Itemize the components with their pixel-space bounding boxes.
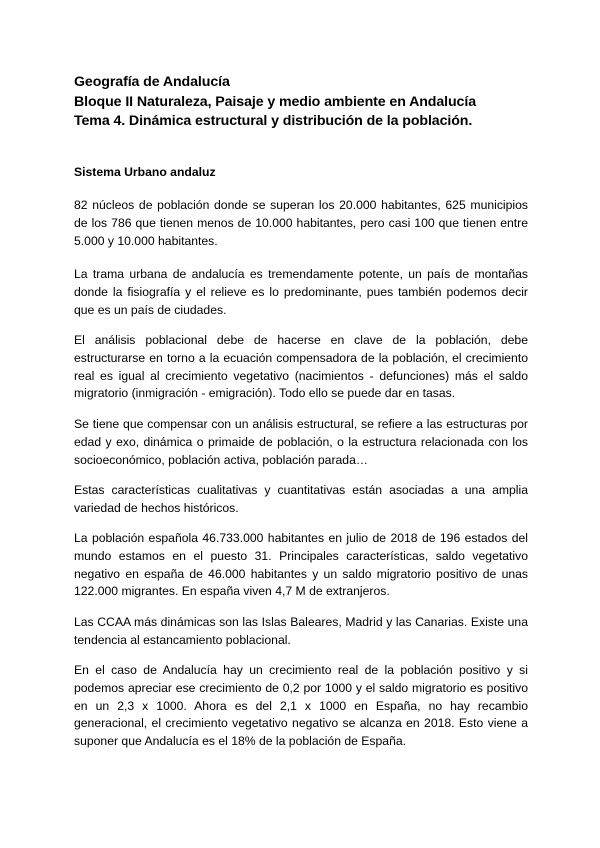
block-title: Bloque II Naturaleza, Paisaje y medio ambiente en Andalucía [74,93,476,110]
paragraph-structural-analysis: Se tiene que compensar con un análisis estructural, se refiere a las estructuras por edad y exo, dinámica o primaide de población, o la estructura relacionada con los socioeconómico, población activa, población parada… [74,417,528,467]
section-heading: Sistema Urbano andaluz [74,165,216,179]
paragraph-population-analysis: El análisis poblacional debe de hacerse en clave de la población, debe estructurarse en torno a la ecuación compensadora de la población, el crecimiento real es igual al crecimiento vegetativo (nacimientos - defunciones) más el saldo migratorio (inmigración - emigración). Todo ello se puede dar en tasas. [74,333,528,401]
topic-title: Tema 4. Dinámica estructural y distribución de la población. [74,113,473,129]
paragraph-dynamic-regions: Las CCAA más dinámicas son las Islas Baleares, Madrid y las Canarias. Existe una tendencia al estancamiento poblacional. [74,615,528,647]
paragraph-urban-fabric: La trama urbana de andalucía es tremendamente potente, un país de montañas donde la fisiografía y el relieve es lo predominante, pues también podemos decir que es un país de ciudades. [74,267,528,317]
subject-title: Geografía de Andalucía [74,74,230,90]
document-header [74,73,534,132]
paragraph-andalusia-growth: En el caso de Andalucía hay un crecimiento real de la población positivo y si podemos apreciar ese crecimiento de 0,2 por 1000 y el saldo migratorio es positivo en un 2,3 x 1000. Ahora es del 2,1 x 1000 en España, no hay recambio generacional, el crecimiento vegetativo negativo se alcanza en 2018. Esto viene a suponer que Andalucía es el 18% de la población de España. [74,663,528,749]
paragraph-urban-nuclei: 82 núcleos de población donde se superan los 20.000 habitantes, 625 municipios de los 786 que tienen menos de 10.000 habitantes, pero casi 100 que tienen entre 5.000 y 10.000 habitantes. [74,198,528,248]
paragraph-spanish-population: La población española 46.733.000 habitantes en julio de 2018 de 196 estados del mundo estamos en el puesto 31. Principales características, saldo vegetativo negativo en españa de 46.000 habitantes y un saldo migratorio positivo de unas 122.000 migrantes. En españa viven 4,7 M de extranjeros. [74,531,528,599]
paragraph-characteristics: Estas características cualitativas y cuantitativas están asociadas a una amplia variedad de hechos históricos. [74,483,528,515]
